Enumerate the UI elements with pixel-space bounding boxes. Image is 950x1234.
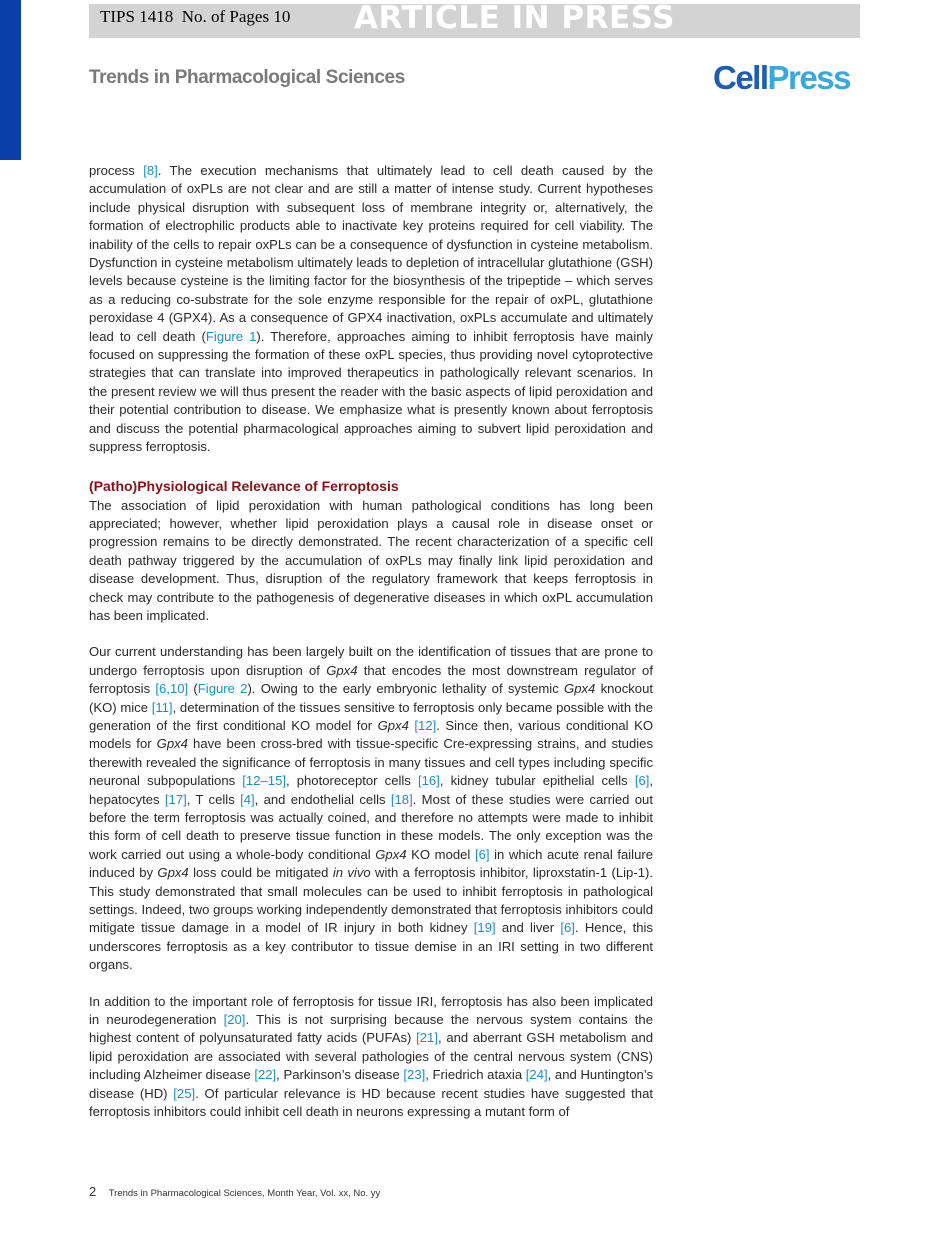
citation-link[interactable]: [22]	[254, 1067, 277, 1083]
text-run: , kidney tubular epithelial cells	[439, 773, 635, 789]
citation-link[interactable]: [4]	[240, 791, 255, 807]
text-run: , and aberrant GSH metabolism and lipid peroxidation are associated with several pathologies of the central nervous system (CNS) including Alzheimer disease	[89, 1030, 654, 1083]
citation-link[interactable]: [8]	[143, 163, 158, 178]
text-run: , Friedrich ataxia	[425, 1067, 526, 1083]
paragraph-2	[89, 497, 653, 626]
italic-term: Gpx4	[375, 846, 407, 862]
logo-cell: Cell	[713, 59, 768, 96]
text-run: ). Owing to the early embryonic lethality of systemic	[247, 681, 565, 697]
text-run: , hepatocytes	[89, 773, 654, 807]
footer-citation: Trends in Pharmacological Sciences, Month Year, Vol. xx, No. yy	[108, 1188, 381, 1199]
section-heading: (Patho)Physiological Relevance of Ferroptosis	[89, 477, 399, 494]
citation-link[interactable]: [12–15]	[242, 773, 286, 789]
paragraph-1	[89, 162, 653, 457]
text-run: ). Therefore, approaches aiming to inhibit ferroptosis have mainly focused on suppressing the formation of these oxPL species, thus providing novel cytoprotective strategies that can translate into improved therapeutics in pathologically relevant scenarios. In the present review we will thus present the reader with the basic aspects of lipid peroxidation and their potential contribution to disease. We emphasize what is presently known about ferroptosis and discuss the potential pharmacological approaches aiming to subvert lipid peroxidation and suppress ferroptosis.	[89, 328, 653, 455]
text-run: . This is not surprising because the nervous system contains the highest content of polyunsaturated fatty acids (PUFAs)	[89, 1012, 653, 1046]
text-run: Our current understanding has been largely built on the identification of tissues that are prone to undergo ferroptosis upon disruption of	[89, 644, 653, 678]
manuscript-id: TIPS 1418	[100, 7, 174, 26]
text-run: . Most of these studies were carried out before the term ferroptosis was actually coined, and therefore no attempts were made to inhibit this form of cell death to preserve tissue function in these models. The only exception was the work carried out using a whole-body conditional	[89, 791, 653, 862]
citation-link[interactable]: Figure 1	[205, 328, 257, 344]
article-in-press-banner: ARTICLE IN PRESS	[354, 0, 675, 36]
text-run: and liver	[495, 920, 561, 936]
citation-link[interactable]: [24]	[525, 1067, 548, 1083]
text-run: . Since then, various conditional KO models for	[89, 717, 654, 752]
text-run: , determination of the tissues sensitive to ferroptosis only became possible with the generation of the first conditional KO model for	[89, 699, 654, 733]
text-run: , photoreceptor cells	[285, 773, 418, 789]
text-run: that encodes the most downstream regulator of ferroptosis	[89, 662, 653, 697]
pages-label: No. of Pages 10	[181, 7, 291, 26]
citation-link[interactable]: [6]	[560, 920, 575, 936]
page-footer	[89, 1184, 380, 1199]
text-run: The association of lipid peroxidation with human pathological conditions has long been appreciated; however, whether lipid peroxidation plays a causal role in disease onset or progression remains to be directly demonstrated. The recent characterization of a specific cell death pathway triggered by the accumulation of oxPLs may finally link lipid peroxidation and disease development. Thus, disruption of the regulatory framework that keeps ferroptosis in check may contribute to the pathogenesis of degenerative diseases in which oxPL accumulation has been implicated.	[89, 497, 653, 623]
italic-term: Gpx4	[564, 681, 596, 697]
text-run: , T cells	[186, 791, 241, 807]
citation-link[interactable]: [16]	[417, 773, 440, 789]
text-run: , and Huntington’s disease (HD)	[89, 1067, 654, 1101]
citation-link[interactable]: [6]	[474, 846, 490, 862]
side-color-bar	[0, 0, 21, 160]
citation-link[interactable]: [6,10]	[155, 681, 189, 697]
cellpress-logo	[713, 59, 850, 97]
text-run: In addition to the important role of ferroptosis for tissue IRI, ferroptosis has also been implicated in neurodegeneration	[89, 993, 653, 1028]
text-run: . Hence, this underscores ferroptosis as a key contributor to tissue demise in an IRI setting in two different organs.	[89, 920, 653, 973]
logo-press: Press	[767, 59, 850, 96]
paragraph-4	[89, 993, 653, 1122]
article-body	[89, 162, 653, 1122]
text-run: process	[89, 163, 144, 178]
citation-link[interactable]: [23]	[403, 1067, 426, 1083]
italic-term: Gpx4	[326, 662, 358, 678]
citation-link[interactable]: Figure 2	[197, 681, 248, 697]
text-run: in which acute renal failure induced by	[89, 846, 653, 881]
italic-term: in vivo	[332, 865, 371, 881]
page-number: 2	[89, 1184, 97, 1199]
header-manuscript-info	[100, 7, 290, 27]
italic-term: Gpx4	[157, 865, 189, 881]
text-run: (	[188, 681, 198, 697]
text-run: , Parkinson’s disease	[276, 1067, 404, 1083]
citation-link[interactable]: [17]	[164, 791, 187, 807]
italic-term: Gpx4	[156, 736, 188, 752]
text-run: . The execution mechanisms that ultimately lead to cell death caused by the accumulation of oxPLs are not clear and are still a matter of intense study. Current hypotheses include physical disruption with subsequent loss of membrane integrity or, alternatively, the formation of electrophilic products able to inactivate key proteins required for cell viability. The inability of the cells to repair oxPLs can be a consequence of dysfunction in cysteine metabolism. Dysfunction in cysteine metabolism ultimately leads to depletion of intracellular glutathione (GSH) levels because cysteine is the limiting factor for the biosynthesis of the tripeptide – which serves as a reducing co-substrate for the sole enzyme responsible for the repair of oxPL, glutathione peroxidase 4 (GPX4). As a consequence of GPX4 inactivation, oxPLs accumulate and ultimately lead to cell death (	[89, 163, 653, 344]
paragraph-3	[89, 643, 653, 974]
text-run: loss could be mitigated	[188, 865, 333, 881]
text-run: KO model	[406, 846, 475, 862]
text-run: have been cross-bred with tissue-specific Cre-expressing strains, and studies therewith revealed the significance of ferroptosis in many tissues and cell types including specific neuronal subpopulations	[89, 736, 653, 789]
text-run: . Of particular relevance is HD because recent studies have suggested that ferroptosis inhibitors could inhibit cell death in neurons expressing a mutant form of	[89, 1085, 653, 1120]
italic-term: Gpx4	[377, 717, 409, 733]
journal-title: Trends in Pharmacological Sciences	[89, 67, 405, 88]
citation-link[interactable]: [12]	[414, 717, 437, 733]
text-run: , and endothelial cells	[254, 791, 391, 807]
citation-link[interactable]: [21]	[416, 1030, 438, 1046]
citation-link[interactable]: [18]	[390, 791, 413, 807]
citation-link[interactable]: [25]	[173, 1085, 196, 1101]
text-run: knockout (KO) mice	[89, 681, 653, 715]
citation-link[interactable]: [11]	[151, 699, 173, 715]
citation-link[interactable]: [20]	[223, 1012, 246, 1028]
text-run: with a ferroptosis inhibitor, liproxstatin-1 (Lip-1). This study demonstrated that small molecules can be used to inhibit ferroptosis in pathological settings. Indeed, two groups working independently demonstrated that ferroptosis inhibitors could mitigate tissue damage in a model of IR injury in both kidney	[89, 865, 653, 936]
citation-link[interactable]: [19]	[473, 920, 496, 936]
citation-link[interactable]: [6]	[634, 773, 650, 789]
